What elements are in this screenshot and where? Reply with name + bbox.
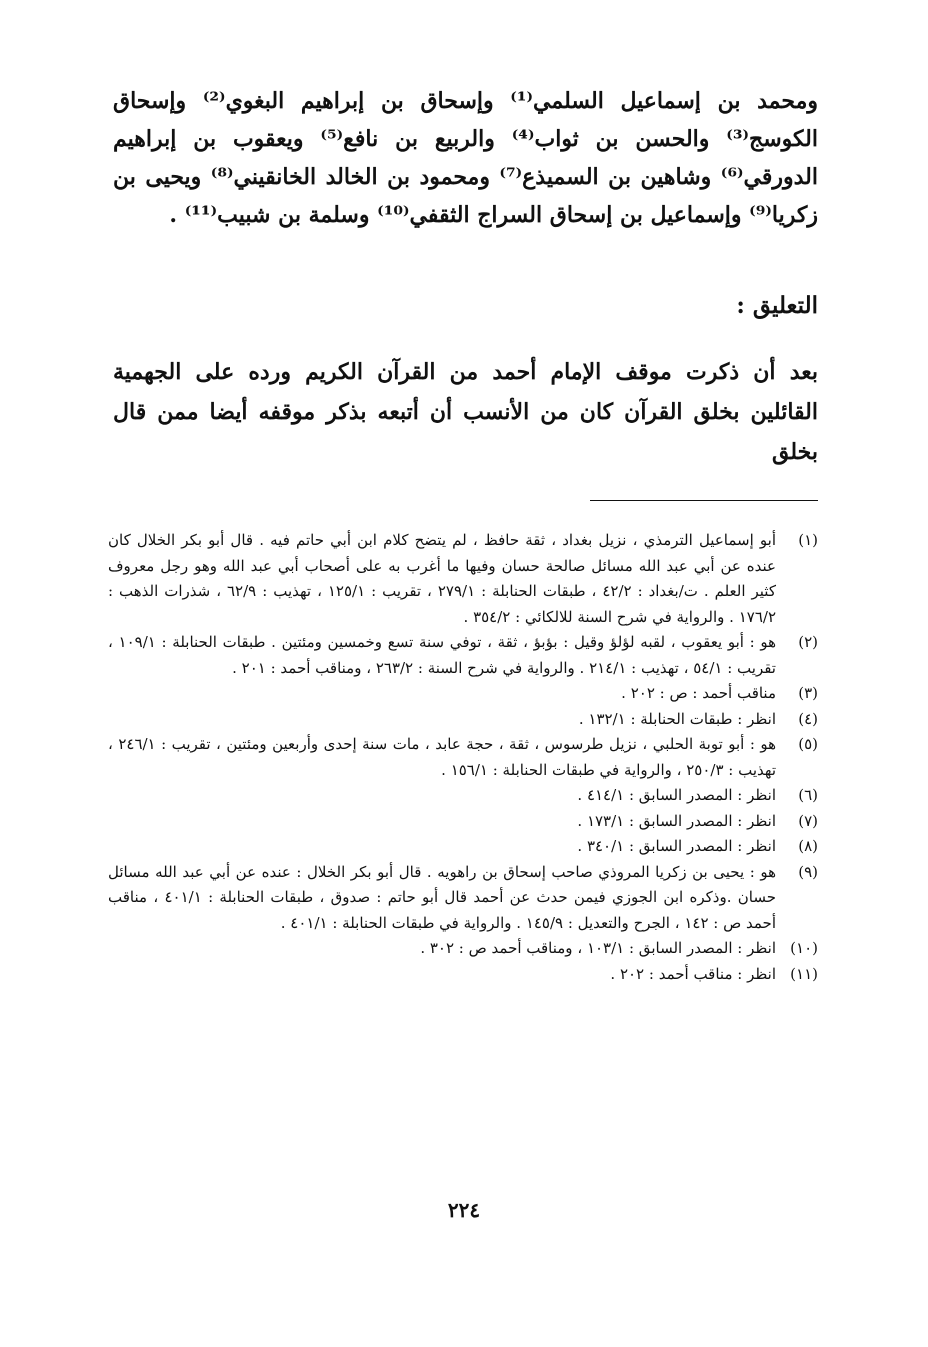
footnote-number: (١٠)	[790, 939, 818, 957]
footnote	[108, 528, 818, 630]
footnote-number: (٣)	[798, 684, 818, 702]
footnote	[108, 860, 818, 937]
footnote-number: (٥)	[798, 735, 818, 753]
footnotes	[108, 528, 818, 987]
footnote-text: أبو إسماعيل الترمذي ، نزيل بغداد ، ثقة حافظ ، لم يتضح كلام ابن أبي حاتم فيه . قال أبو بكر الخلال كان عنده عن أبي عبد الله مسائل صالحة حسان وفيها ما أغرب به على أصحاب أبي عبد الله وهو رجل معروف كثير العلم . ت/بغداد : ٤٢/٢ ، طبقات الحنابلة : ٢٧٩/١ ، تقريب : ١٢٥/١ ، تهذيب : ٦٢/٩ ، شذرات الذهب : ١٧٦/٢ . والرواية في شرح السنة للالكائي : ٣٥٤/٢ .	[108, 531, 776, 626]
footnote	[108, 936, 818, 962]
footnote	[108, 630, 818, 681]
footnote	[108, 809, 818, 835]
commentary-paragraph	[113, 352, 818, 472]
footnote-number: (٦)	[798, 786, 818, 804]
main-paragraph	[113, 82, 818, 234]
footnote-text: انظر : المصدر السابق : ٣٤٠/١ .	[577, 837, 776, 855]
footnote-text: هو : أبو توبة الحلبي ، نزيل طرسوس ، ثقة ، حجة عابد ، مات سنة إحدى وأربعين ومئتين ، تقريب : ٢٤٦/١ ، تهذيب : ٢٥٠/٣ ، والرواية في طبقات الحنابلة : ١٥٦/١ .	[108, 735, 777, 779]
footnote-text: انظر : مناقب أحمد : ٢٠٢ .	[610, 964, 776, 983]
footnote	[108, 732, 818, 783]
footnote-number: (٧)	[798, 811, 818, 830]
footnote	[108, 707, 818, 733]
footnote	[108, 834, 818, 860]
page-number: ٢٢٤	[447, 1198, 481, 1222]
main-text: ومحمد بن إسماعيل السلمي⁽¹⁾ وإسحاق بن إبراهيم البغوي⁽²⁾ وإسحاق الكوسج⁽³⁾ والحسن بن ثواب⁽⁴⁾ والربيع بن نافع⁽⁵⁾ ويعقوب بن إبراهيم الدورقي⁽⁶⁾ وشاهين بن السميذع⁽⁷⁾ ومحمود بن الخالد الخانقيني⁽⁸⁾ ويحيى بن زكريا⁽⁹⁾ وإسماعيل بن إسحاق السراج الثقفي⁽¹⁰⁾ وسلمة بن شبيب⁽¹¹⁾ .	[113, 88, 819, 228]
footnote-text: انظر : المصدر السابق : ١٧٣/١ .	[577, 811, 776, 830]
commentary-text: بعد أن ذكرت موقف الإمام أحمد من القرآن الكريم ورده على الجهمية القائلين بخلق القرآن كان من الأنسب أن أتبعه بذكر موقفه أيضا ممن قال بخلق	[113, 359, 818, 465]
footnote-text: هو : يحيى بن زكريا المروذي صاحب إسحاق بن راهويه . قال أبو بكر الخلال : عنده عن أبي عبد الله مسائل حسان .وذكره ابن الجوزي فيمن حدث عن أحمد قال أبو حاتم : صدوق ، طبقات الحنابلة : ٤٠١/١ ، مناقب أحمد ص : ١٤٢ ، الجرح والتعديل : ١٤٥/٩ . والرواية في طبقات الحنابلة : ٤٠١/١ .	[108, 862, 776, 932]
footnote-text: انظر : طبقات الحنابلة : ١٣٢/١ .	[578, 709, 776, 728]
commentary-heading: التعليق :	[736, 292, 818, 319]
footnote	[108, 783, 818, 809]
footnote-text: انظر : المصدر السابق : ١٠٣/١ ، ومناقب أحمد ص : ٣٠٢ .	[420, 939, 776, 957]
footnote-text: انظر : المصدر السابق : ٤١٤/١ .	[577, 786, 776, 804]
footnote	[108, 962, 818, 988]
footnote-number: (١)	[798, 531, 818, 549]
footnote-number: (٤)	[798, 709, 818, 728]
footnote-text: مناقب أحمد : ص : ٢٠٢ .	[621, 684, 776, 702]
footnote-number: (٨)	[798, 837, 818, 855]
footnote-text: هو : أبو يعقوب ، لقبه لؤلؤ وقيل : بؤبؤ ، ثقة ، توفي سنة تسع وخمسين ومئتين . طبقات الحنابلة : ١٠٩/١ ، تقريب : ٥٤/١ ، تهذيب : ٢١٤/١ . والرواية في شرح السنة : ٢٦٣/٢ ، ومناقب أحمد : ٢٠١ .	[108, 633, 777, 677]
footnote-number: (٢)	[798, 633, 818, 651]
footnote-divider	[590, 500, 818, 501]
footnote-number: (٩)	[798, 862, 818, 881]
footnote	[108, 681, 818, 707]
footnote-number: (١١)	[790, 964, 818, 983]
